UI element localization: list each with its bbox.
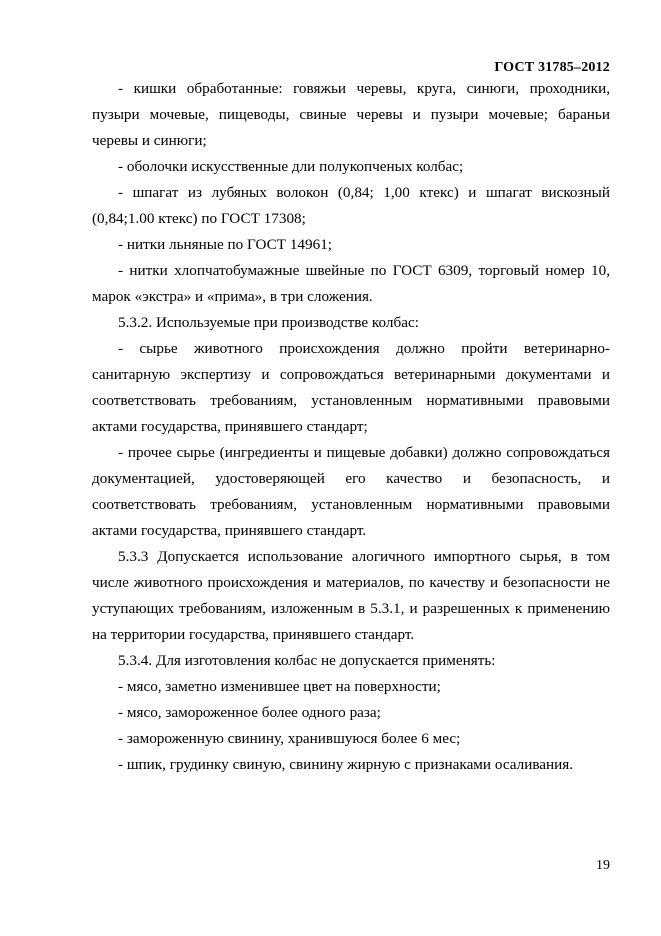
- page-number: 19: [596, 858, 610, 873]
- list-item: - мясо, замороженное более одного раза;: [118, 704, 381, 721]
- paragraph-linen-thread: - нитки льняные по ГОСТ 14961;: [118, 236, 333, 253]
- paragraph-twine: - шпагат из лубяных волокон (0,84; 1,00 ктекс) и шпагат вискозный (0,84;1.00 ктекс) по ГОСТ 17308;: [92, 184, 610, 227]
- document-header-id: ГОСТ 31785–2012: [494, 60, 610, 75]
- paragraph-artificial-casings: - оболочки искусственные дли полукопченых колбас;: [118, 158, 464, 175]
- list-item: - замороженную свинину, хранившуюся более 6 мес;: [118, 730, 461, 747]
- paragraph-cotton-thread: - нитки хлопчатобумажные швейные по ГОСТ 6309, торговый номер 10, марок «экстра» и «прима», в три сложения.: [92, 262, 610, 305]
- paragraph-animal-raw-materials: - сырье животного происхождения должно пройти ветеринарно-санитарную экспертизу и сопровождаться ветеринарными документами и соответствовать требованиям, установленным нормативными правовыми актами государства, принявшего стандарт;: [92, 340, 610, 435]
- section-paragraph-5-3-3: 5.3.3 Допускается использование алогичного импортного сырья, в том числе животного происхождения и материалов, по качеству и безопасности не уступающих требованиям, изложенным в 5.3.1, и разрешенных к применению на территории государства, принявшего стандарт.: [92, 548, 610, 643]
- paragraph-casings: - кишки обработанные: говяжьи черевы, круга, синюги, проходники, пузыри мочевые, пищеводы, свиные черевы и пузыри мочевые; бараньи черевы и синюги;: [92, 80, 610, 149]
- section-heading-5-3-4: 5.3.4. Для изготовления колбас не допускается применять:: [118, 652, 496, 669]
- section-heading-5-3-2: 5.3.2. Используемые при производстве колбас:: [118, 314, 419, 331]
- list-item: - шпик, грудинку свиную, свинину жирную с признаками осаливания.: [118, 756, 574, 773]
- paragraph-other-raw-materials: - прочее сырье (ингредиенты и пищевые добавки) должно сопровождаться документацией, удостоверяющей его качество и безопасность, и соответствовать требованиям, установленным нормативными правовыми актами государства, принявшего стандарт.: [92, 444, 610, 539]
- document-body: [92, 76, 610, 778]
- list-item: - мясо, заметно изменившее цвет на поверхности;: [118, 678, 441, 695]
